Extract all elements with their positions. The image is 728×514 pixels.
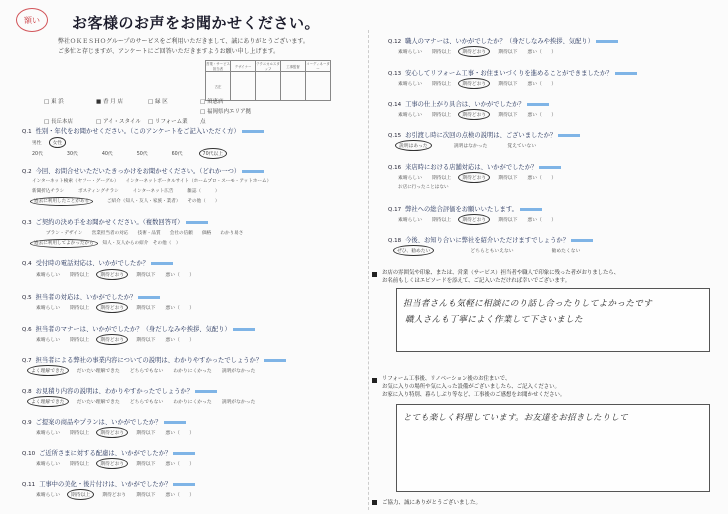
prompt-line: お気に入りの場所や気に入った設備がございましたら、ご記入ください。 — [382, 384, 560, 390]
q2-options-row2: 新聞折込チラシ ポスティングチラシ インターネット広告 雑誌（ ） — [32, 189, 220, 194]
q1-gender-options: 男性 女性 — [32, 139, 74, 146]
question-q2: Q.2 今回、お問合せいただいたきっかけをお聞かせください。（どれか一つ） — [22, 166, 264, 175]
q15-options: 説明はあった 説明はなかった 覚えていない — [398, 142, 546, 149]
thanks-text: ご協力、誠にありがとうございました。 — [382, 500, 482, 506]
registration-stamp: 額い — [16, 8, 48, 32]
question-q1: Q.1 性別・年代をお聞かせください。（このアンケートをご記入いただく方） — [22, 126, 264, 135]
question-q17: Q.17 弊社への総合評価をお願いいたします。 — [388, 204, 542, 213]
staff-col: デザイナー — [231, 61, 256, 72]
question-q16: Q.16 来店時における店舗対応は、いかがでしたか？ — [388, 162, 561, 171]
question-q8: Q.8 お見積り内容の説明は、わかりやすかったでしょうか？ — [22, 386, 217, 395]
store-tag: ■ 香 月 店 — [96, 99, 123, 105]
q3-options-row1: プラン・デザイン 営業担当者の対応 技術・品質 会社の信頼 価格 わかり易さ — [46, 231, 244, 236]
question-q7: Q.7 担当者による弊社の事業内容についての説明は、わかりやすかったでしょうか？ — [22, 355, 286, 364]
store-tag: □ アイ・スタイル — [96, 119, 141, 125]
question-q18: Q.18 今後、お知り合いに弊社を紹介いただけますでしょうか？ — [388, 235, 593, 244]
q5-options: 素晴らしい 期待以上 期待どおり 期待以下 悪い（ ） — [36, 304, 204, 311]
comment1-box[interactable] — [396, 288, 710, 352]
comment2-box[interactable] — [396, 404, 710, 492]
staff-col: テクニカルスタッフ — [256, 62, 280, 71]
store-tag: □ 須恵店 — [200, 99, 224, 105]
q6-options: 素晴らしい 期待以上 期待どおり 期待以下 悪い（ ） — [36, 336, 204, 343]
intro-line: ご多忙と存じますが、アンケートにご回答いただきますようお願い申し上げます。 — [58, 48, 280, 55]
q11-options: 素晴らしい 期待以上 期待どおり 期待以下 悪い（ ） — [36, 491, 204, 498]
q2-options-row3: 過去に利用したことがある ご紹介（知人・友人・家族・業者） その他（ ） — [30, 198, 220, 204]
q3-options-row2: 過去に利用してよかったから 知人・友人からの紹介 その他（ ） — [30, 240, 180, 246]
q17-options: 素晴らしい 期待以上 期待どおり 期待以下 悪い（ ） — [398, 216, 566, 223]
question-q12: Q.12 職人のマナーは、いかがでしたか？（身だしなみや挨拶、気配り） — [388, 36, 618, 45]
q2-options-row1: インターネット検索（ヤフー・グーグル） インターネットポータルサイト（ホームプロ・スーモ・アットホーム） — [32, 179, 272, 184]
handwriting-line: 担当者さんも気軽に相談にのり話し合ったりしてよかったです — [403, 299, 653, 309]
store-tag: □ リフォーム業 — [148, 119, 188, 125]
handwriting-line: 職人さんも丁寧によく作業して下さいました — [405, 315, 583, 325]
question-q3: Q.3 ご契約の決め手をお聞かせください。（複数回答可） — [22, 217, 208, 226]
intro-line: 弊社ＯＫＥＳＨＯグループのサービスをご利用いただきまして、誠にありがとうございます。 — [58, 38, 309, 45]
q13-options: 素晴らしい 期待以上 期待どおり 期待以下 悪い（ ） — [398, 80, 566, 87]
question-q5: Q.5 担当者の対応は、いかがでしたか？ — [22, 292, 160, 301]
question-q10: Q.10 ご近所さまに対する配慮は、いかがでしたか？ — [22, 448, 195, 457]
staff-col: 営業・サービス担当者 — [206, 62, 230, 71]
q7-options: よく理解できた だいたい理解できた どちらでもない わかりにくかった 説明がなかった — [30, 367, 265, 374]
store-tag: □ 東 浜 — [44, 99, 64, 105]
bullet-square — [372, 272, 377, 277]
q12-options: 素晴らしい 期待以上 期待どおり 期待以下 悪い（ ） — [398, 48, 566, 55]
page-title: お客様のお声をお聞かせください。 — [72, 14, 321, 32]
q4-options: 素晴らしい 期待以上 期待どおり 期待以下 悪い（ ） — [36, 271, 204, 278]
question-q9: Q.9 ご提案の商品やプランは、いかがでしたか？ — [22, 417, 186, 426]
q16-extra-option[interactable]: お店に行ったことはない — [398, 185, 449, 190]
comment2-prompt — [382, 375, 565, 399]
staff-col: コーディネーター — [306, 62, 330, 71]
bullet-square — [372, 500, 377, 505]
column-divider — [368, 30, 369, 510]
q10-options: 素晴らしい 期待以上 期待どおり 期待以下 悪い（ ） — [36, 460, 204, 467]
prompt-line: リフォーム工事後、リノベーション後のお住まいで、 — [382, 376, 511, 382]
question-q4: Q.4 受付時の電話対応は、いかがでしたか？ — [22, 258, 173, 267]
store-tag: □ 長丘本店 — [44, 119, 73, 125]
handwriting-line: とても楽しく料理しています。お友達をお招きしたりして — [403, 412, 628, 422]
prompt-line: お店の雰囲気や印象、または、営業（サービス）担当者や職人で印象に残った者がおりましたら、 — [382, 270, 620, 276]
store-tag: □ 福岡県内エリア拠点 — [200, 109, 251, 125]
question-q11: Q.11 工事中の美化・後片付けは、いかがでしたか？ — [22, 479, 195, 488]
q8-options: よく理解できた だいたい理解できた どちらでもない わかりにくかった 説明がなかった — [30, 398, 265, 405]
comment1-prompt — [382, 269, 619, 285]
prompt-line: お家に入り特別、暮らしぶり等など、工事後のご感想をお聞かせください。 — [382, 392, 566, 398]
store-tags — [44, 97, 252, 127]
bullet-square — [372, 378, 377, 383]
question-q15: Q.15 お引渡し時に次回の点検の説明は、ございましたか？ — [388, 130, 580, 139]
question-q14: Q.14 工事の仕上がり具合は、いかがでしたか？ — [388, 99, 549, 108]
store-tag: □ 緑 区 — [148, 99, 168, 105]
q16-options: 素晴らしい 期待以上 期待どおり 期待以下 悪い（ ） — [398, 174, 566, 181]
staff-col: 工事監督 — [281, 61, 306, 72]
intro-text — [58, 37, 378, 57]
q9-options: 素晴らしい 期待以上 期待どおり 期待以下 悪い（ ） — [36, 429, 204, 436]
question-q13: Q.13 安心してリフォーム工事・お住まいづくりを進めることができましたか？ — [388, 68, 637, 77]
question-q6: Q.6 担当者のマナーは、いかがでしたか？（身だしなみや挨拶、気配り） — [22, 324, 255, 333]
q14-options: 素晴らしい 期待以上 期待どおり 期待以下 悪い（ ） — [398, 111, 566, 118]
staff-table — [205, 60, 331, 101]
prompt-line: お名前もしくはエピソードを添えて、ご記入いただければ幸いでございます。 — [382, 278, 571, 284]
staff-signature: 古庄 — [206, 72, 231, 101]
q18-options: ぜひ、勧めたい どちらともいえない 勧めたくない — [396, 247, 590, 254]
q1-age-options: 20代 30代 40代 50代 60代 70代以上 — [32, 150, 235, 157]
